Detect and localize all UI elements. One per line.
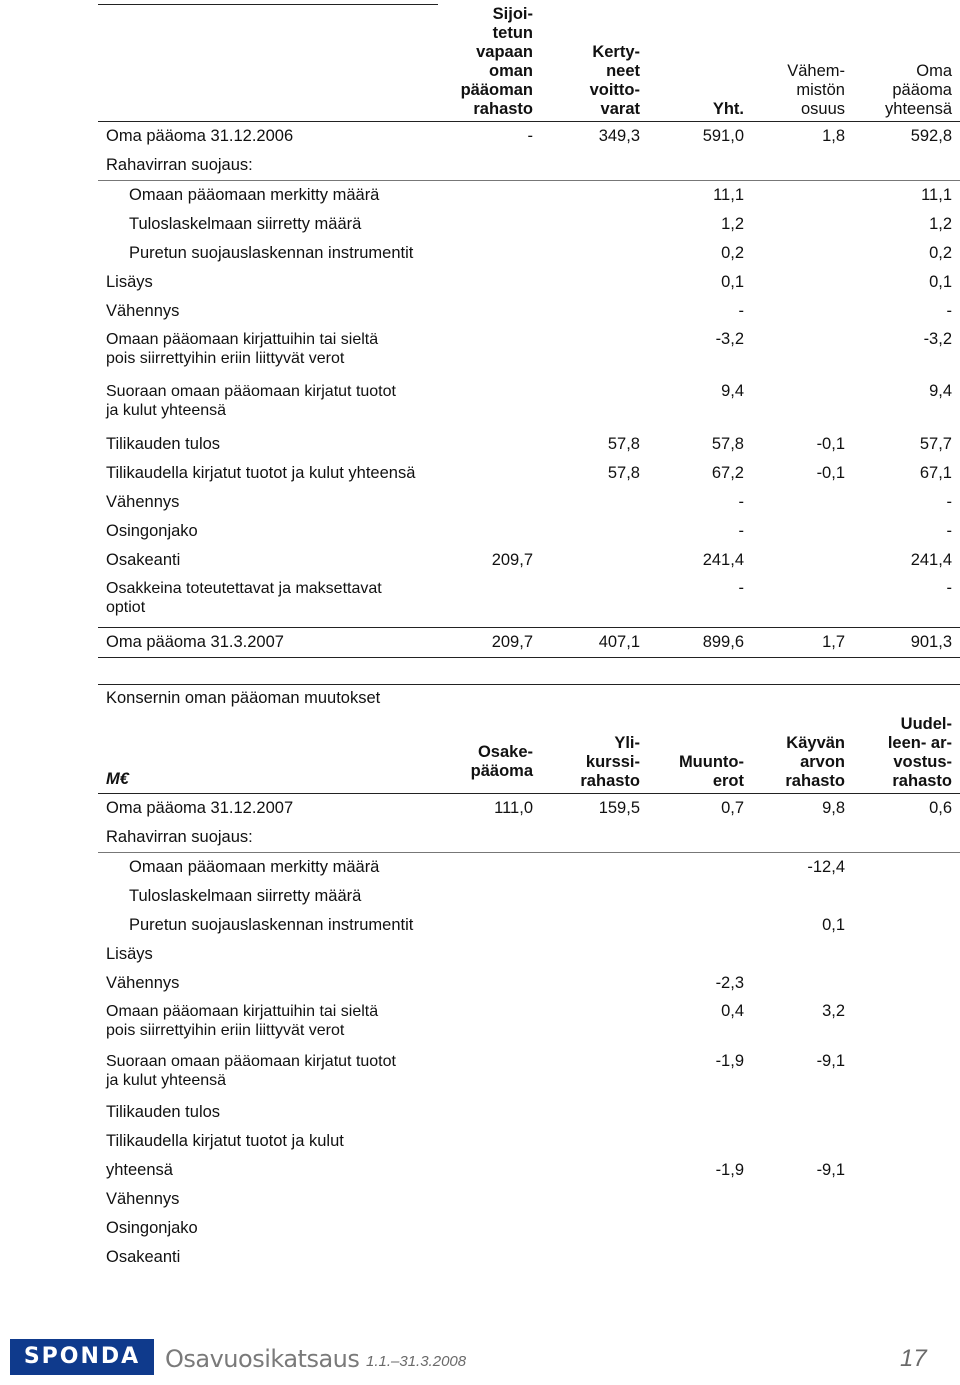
cell	[752, 969, 853, 998]
row-label: Oma pääoma 31.3.2007	[98, 627, 438, 657]
cell	[853, 151, 960, 181]
cell	[853, 1048, 960, 1098]
cell	[438, 1243, 541, 1272]
cell	[752, 1214, 853, 1243]
cell: -3,2	[715, 329, 744, 348]
row-label: Osingonjako	[106, 521, 198, 540]
cell	[853, 853, 960, 883]
header-cell: Muunto- erot	[648, 715, 752, 794]
cell	[648, 940, 752, 969]
cell	[541, 823, 648, 853]
table-row	[98, 239, 960, 268]
cell: -	[853, 575, 960, 628]
cell: 0,1	[721, 272, 744, 291]
header-cell: Oma pääoma yhteensä	[853, 5, 960, 122]
cell	[752, 488, 853, 517]
header-cell: Osake- pääoma	[438, 715, 541, 794]
cell	[648, 882, 752, 911]
cell	[853, 1185, 960, 1214]
cell	[438, 268, 541, 297]
cell	[438, 823, 541, 853]
header-cell: Kerty- neet voitto- varat	[541, 5, 648, 122]
cell	[752, 268, 853, 297]
header-cell: Uudel- leen- ar- vostus- rahasto	[853, 715, 960, 794]
cell: 9,8	[822, 799, 845, 817]
cell	[541, 546, 648, 575]
row-label: Rahavirran suojaus:	[106, 828, 253, 846]
table-row	[98, 297, 960, 326]
cell	[438, 297, 541, 326]
cell: 901,3	[853, 627, 960, 657]
cell: -0,1	[816, 463, 845, 482]
cell	[648, 1243, 752, 1272]
table-header-row	[98, 715, 960, 794]
row-label: Osakeanti	[106, 550, 181, 569]
cell: -2,3	[715, 974, 744, 992]
cell: 0,6	[929, 799, 952, 817]
cell	[752, 151, 853, 181]
cell	[541, 911, 648, 940]
row-label: Tuloslaskelmaan siirretty määrä	[129, 214, 362, 233]
table-row	[98, 268, 960, 297]
table-row	[98, 998, 960, 1048]
page-number: 17	[900, 1345, 927, 1372]
cell	[438, 911, 541, 940]
cell	[541, 1156, 648, 1185]
cell	[438, 1156, 541, 1185]
cell	[438, 517, 541, 546]
table-row	[98, 326, 960, 378]
cell: -	[946, 492, 952, 511]
row-label: Tilikauden tulos	[106, 434, 221, 453]
report-name: Osavuosikatsaus	[165, 1345, 360, 1373]
table-row	[98, 180, 960, 210]
cell	[541, 998, 648, 1048]
cell	[438, 882, 541, 911]
cell	[438, 180, 541, 210]
row-label: Rahavirran suojaus:	[106, 155, 253, 174]
cell: 0,2	[929, 243, 952, 262]
cell	[648, 1214, 752, 1243]
cell	[438, 1185, 541, 1214]
cell	[648, 853, 752, 883]
table-row	[98, 459, 960, 488]
cell	[752, 517, 853, 546]
cell	[438, 239, 541, 268]
table-header-row	[98, 5, 960, 122]
cell: -12,4	[752, 853, 853, 883]
cell: 209,7	[438, 627, 541, 657]
cell	[752, 210, 853, 239]
cell	[541, 1243, 648, 1272]
cell	[541, 517, 648, 546]
cell	[541, 326, 648, 378]
cell	[648, 1098, 752, 1127]
header-cell: Yli- kurssi- rahasto	[541, 715, 648, 794]
row-label: Puretun suojauslaskennan instrumentit	[129, 243, 414, 262]
cell: 591,0	[702, 126, 744, 145]
cell: 57,8	[711, 434, 744, 453]
cell	[853, 823, 960, 853]
table-title-row	[98, 685, 960, 716]
equity-changes-table-2007	[98, 4, 960, 658]
row-label: Suoraan omaan pääomaan kirjatut tuotot ja kulut yhteensä	[106, 1053, 396, 1089]
row-label: Oma pääoma 31.12.2007	[106, 799, 294, 817]
cell	[438, 430, 541, 459]
cell	[438, 459, 541, 488]
cell	[541, 575, 648, 628]
table-row	[98, 969, 960, 998]
cell: 899,6	[648, 627, 752, 657]
cell	[752, 1098, 853, 1127]
cell	[752, 546, 853, 575]
row-label: Vähennys	[106, 301, 180, 320]
cell	[752, 239, 853, 268]
cell: -9,1	[816, 1161, 845, 1179]
table-row	[98, 121, 960, 151]
cell	[648, 1127, 752, 1156]
cell: 0,7	[721, 799, 744, 817]
cell	[438, 378, 541, 430]
cell	[648, 1185, 752, 1214]
row-label: Puretun suojauslaskennan instrumentit	[129, 916, 414, 934]
table-row	[98, 1185, 960, 1214]
cell: 9,4	[929, 381, 952, 400]
table-row	[98, 378, 960, 430]
cell: 67,2	[711, 463, 744, 482]
row-label: yhteensä	[106, 1161, 173, 1179]
cell	[541, 1048, 648, 1098]
cell	[648, 823, 752, 853]
cell: 209,7	[491, 550, 533, 569]
cell	[541, 940, 648, 969]
row-label: Tilikauden tulos	[106, 1103, 221, 1121]
header-cell	[98, 5, 438, 122]
table-row	[98, 1214, 960, 1243]
table-row	[98, 575, 960, 628]
cell	[853, 1243, 960, 1272]
cell: 0,4	[721, 1002, 744, 1020]
cell: 1,7	[752, 627, 853, 657]
cell: -3,2	[923, 329, 952, 348]
cell: 9,4	[721, 381, 744, 400]
cell	[541, 969, 648, 998]
cell	[438, 998, 541, 1048]
table-row	[98, 430, 960, 459]
cell: 1,2	[929, 214, 952, 233]
sponda-logo	[10, 1339, 154, 1375]
table-row	[98, 1243, 960, 1272]
row-label: Vähennys	[106, 492, 180, 511]
cell	[541, 1185, 648, 1214]
cell	[438, 1214, 541, 1243]
table-row	[98, 1156, 960, 1185]
cell: 407,1	[541, 627, 648, 657]
cell	[752, 823, 853, 853]
unit-label: M€	[98, 715, 438, 794]
row-label: Suoraan omaan pääomaan kirjatut tuotot ja kulut yhteensä	[106, 382, 396, 419]
cell: 0,2	[721, 243, 744, 262]
table-row	[98, 882, 960, 911]
cell: 57,8	[607, 463, 640, 482]
cell	[752, 882, 853, 911]
cell	[438, 488, 541, 517]
row-label: Tilikaudella kirjatut tuotot ja kulut	[106, 1132, 344, 1150]
row-label: Lisäys	[106, 272, 153, 291]
cell	[541, 1214, 648, 1243]
cell: -	[527, 126, 533, 145]
cell: 57,7	[919, 434, 952, 453]
cell	[541, 853, 648, 883]
header-cell: Sijoi- tetun vapaan oman pääoman rahasto	[438, 5, 541, 122]
cell	[853, 1127, 960, 1156]
cell	[438, 940, 541, 969]
cell: 159,5	[598, 799, 640, 817]
row-label: Vähennys	[106, 1190, 180, 1208]
row-label: Omaan pääomaan merkitty määrä	[98, 853, 438, 883]
equity-changes-table-2008	[98, 684, 960, 1272]
row-label: Omaan pääomaan merkitty määrä	[98, 180, 438, 210]
cell	[541, 1098, 648, 1127]
header-cell: Vähem- mistön osuus	[752, 5, 853, 122]
cell	[541, 239, 648, 268]
cell	[752, 940, 853, 969]
header-cell: Yht.	[648, 5, 752, 122]
row-label: Lisäys	[106, 945, 153, 963]
cell: 0,1	[929, 272, 952, 291]
cell: -9,1	[816, 1052, 845, 1070]
row-label: Osakkeina toteutettavat ja maksettavat optiot	[98, 575, 438, 628]
cell	[752, 326, 853, 378]
table-row	[98, 210, 960, 239]
cell	[438, 853, 541, 883]
page-footer	[0, 1335, 960, 1385]
cell: -	[648, 575, 752, 628]
cell	[752, 575, 853, 628]
cell	[648, 151, 752, 181]
cell	[752, 1243, 853, 1272]
cell	[541, 1127, 648, 1156]
cell	[438, 1048, 541, 1098]
cell: -1,9	[715, 1161, 744, 1179]
table-row	[98, 794, 960, 824]
row-label: Osingonjako	[106, 1219, 198, 1237]
cell: 57,8	[607, 434, 640, 453]
cell	[752, 1127, 853, 1156]
table-row	[98, 1127, 960, 1156]
row-label: Omaan pääomaan kirjattuihin tai sieltä pois siirrettyihin eriin liittyvät verot	[106, 330, 379, 367]
table-row	[98, 1048, 960, 1098]
cell	[541, 180, 648, 210]
cell: -	[738, 301, 744, 320]
cell: 349,3	[598, 126, 640, 145]
cell	[853, 998, 960, 1048]
row-label: Omaan pääomaan kirjattuihin tai sieltä pois siirrettyihin eriin liittyvät verot	[106, 1003, 379, 1039]
cell	[752, 1185, 853, 1214]
table-row	[98, 853, 960, 883]
cell: -	[946, 521, 952, 540]
cell	[853, 1214, 960, 1243]
cell	[438, 1127, 541, 1156]
cell: -	[738, 492, 744, 511]
table-row	[98, 517, 960, 546]
row-label: Osakeanti	[106, 1248, 181, 1266]
cell	[853, 1098, 960, 1127]
cell	[438, 969, 541, 998]
cell: 241,4	[702, 550, 744, 569]
table-row	[98, 940, 960, 969]
row-label: Vähennys	[106, 974, 180, 992]
cell	[438, 1098, 541, 1127]
cell: 11,1	[853, 180, 960, 210]
cell	[541, 268, 648, 297]
cell	[853, 911, 960, 940]
cell	[853, 969, 960, 998]
cell: -	[738, 521, 744, 540]
table-row	[98, 151, 960, 181]
cell	[438, 326, 541, 378]
table-row	[98, 627, 960, 657]
logo-text: SPONDA	[23, 1344, 141, 1369]
cell	[541, 378, 648, 430]
cell: -1,9	[715, 1052, 744, 1070]
cell	[853, 1156, 960, 1185]
report-period: 1.1.–31.3.2008	[366, 1353, 467, 1370]
cell: 67,1	[919, 463, 952, 482]
cell: -0,1	[816, 434, 845, 453]
cell	[438, 575, 541, 628]
table-row	[98, 488, 960, 517]
cell: -	[946, 301, 952, 320]
table-row	[98, 1098, 960, 1127]
table-row	[98, 823, 960, 853]
cell: 0,1	[822, 916, 845, 934]
cell	[541, 210, 648, 239]
cell	[752, 297, 853, 326]
table-title: Konsernin oman pääoman muutokset	[98, 685, 960, 716]
cell	[541, 882, 648, 911]
cell	[541, 488, 648, 517]
cell: 241,4	[910, 550, 952, 569]
cell: 592,8	[910, 126, 952, 145]
cell	[541, 151, 648, 181]
cell	[438, 210, 541, 239]
cell	[648, 911, 752, 940]
row-label: Tilikaudella kirjatut tuotot ja kulut yhteensä	[106, 463, 416, 482]
cell	[752, 378, 853, 430]
cell	[853, 882, 960, 911]
cell	[853, 940, 960, 969]
table-row	[98, 546, 960, 575]
cell	[541, 297, 648, 326]
row-label: Tuloslaskelmaan siirretty määrä	[129, 887, 362, 905]
cell: 1,2	[721, 214, 744, 233]
cell: 1,8	[822, 126, 845, 145]
cell: 11,1	[648, 180, 752, 210]
cell	[438, 151, 541, 181]
row-label: Oma pääoma 31.12.2006	[106, 126, 294, 145]
cell	[752, 180, 853, 210]
header-cell: Käyvän arvon rahasto	[752, 715, 853, 794]
table-row	[98, 911, 960, 940]
cell: 3,2	[822, 1002, 845, 1020]
cell: 111,0	[494, 799, 533, 817]
